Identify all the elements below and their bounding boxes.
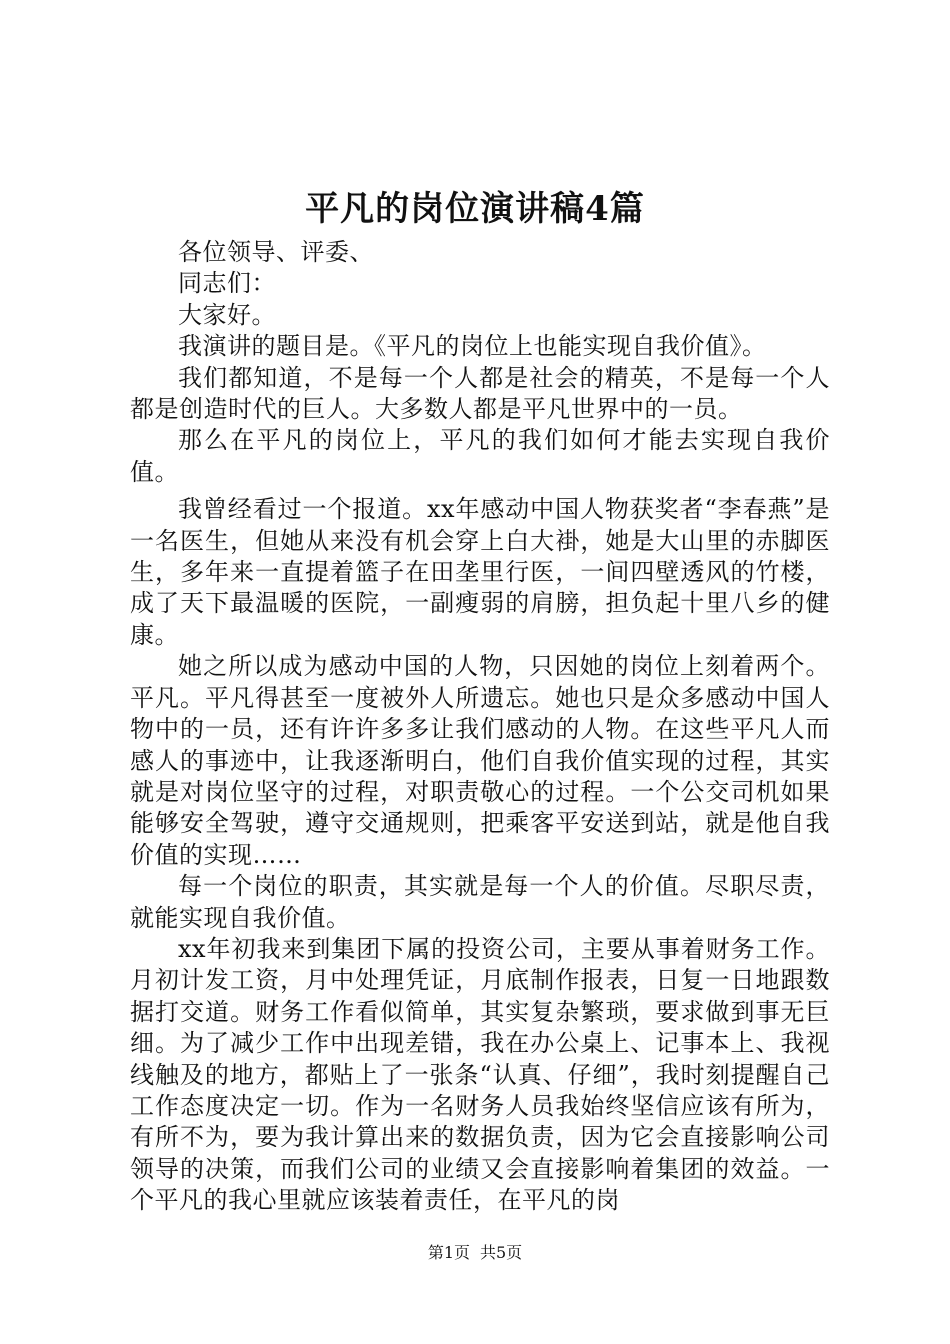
paragraph-reflection: 她之所以成为感动中国的人物，只因她的岗位上刻着两个。平凡。平凡得甚至一度被外人所遗忘。她也只是众多感动中国人物中的一员，还有许许多多让我们感动的人物。在这些平凡人而感人的事迹中，让我逐渐明白，他们自我价值实现的过程，其实就是对岗位坚守的过程，对职责敬心的过程。一个公交司机如果能够安全驾驶，遵守交通规则，把乘客平安送到站，就是他自我价值的实现…… xyxy=(130,652,830,869)
page-number: 第1页 xyxy=(427,1243,470,1262)
paragraph-value: 每一个岗位的职责，其实就是每一个人的价值。尽职尽责，就能实现自我价值。 xyxy=(130,872,830,932)
page-total: 共5页 xyxy=(480,1243,523,1262)
document-body xyxy=(130,237,830,1217)
paragraph-salutation-1: 各位领导、评委、 xyxy=(178,238,374,266)
paragraph-story: 我曾经看过一个报道。xx年感动中国人物获奖者“李春燕”是一名医生，但她从来没有机会穿上白大褂，她是大山里的赤脚医生，多年来一直提着篮子在田垄里行医，一间四壁透风的竹楼，成了天下最温暖的医院，一副瘦弱的肩膀，担负起十里八乡的健康。 xyxy=(130,495,830,649)
paragraph-salutation-2: 同志们： xyxy=(178,269,276,298)
page-footer xyxy=(0,1242,950,1264)
paragraph-question: 那么在平凡的岗位上，平凡的我们如何才能去实现自我价值。 xyxy=(130,426,830,486)
document-title: 平凡的岗位演讲稿4篇 xyxy=(305,189,645,229)
paragraph-intro: 我们都知道，不是每一个人都是社会的精英，不是每一个人都是创造时代的巨人。大多数人都是平凡世界中的一员。 xyxy=(130,363,830,424)
paragraph-work: xx年初我来到集团下属的投资公司，主要从事着财务工作。月初计发工资，月中处理凭证，月底制作报表，日复一日地跟数据打交道。财务工作看似简单，其实复杂繁琐，要求做到事无巨细。为了减少工作中出现差错，我在办公桌上、记事本上、我视线触及的地方，都贴上了一张条“认真、仔细”，我时刻提醒自己工作态度决定一切。作为一名财务人员我始终坚信应该有所为，有所不为，要为我计算出来的数据负责，因为它会直接影响公司领导的决策，而我们公司的业绩又会直接影响着集团的效益。一个平凡的我心里就应该装着责任，在平凡的岗 xyxy=(130,934,830,1215)
paragraph-greeting: 大家好。 xyxy=(178,300,276,329)
paragraph-topic: 我演讲的题目是。《平凡的岗位上也能实现自我价值》。 xyxy=(178,332,767,361)
